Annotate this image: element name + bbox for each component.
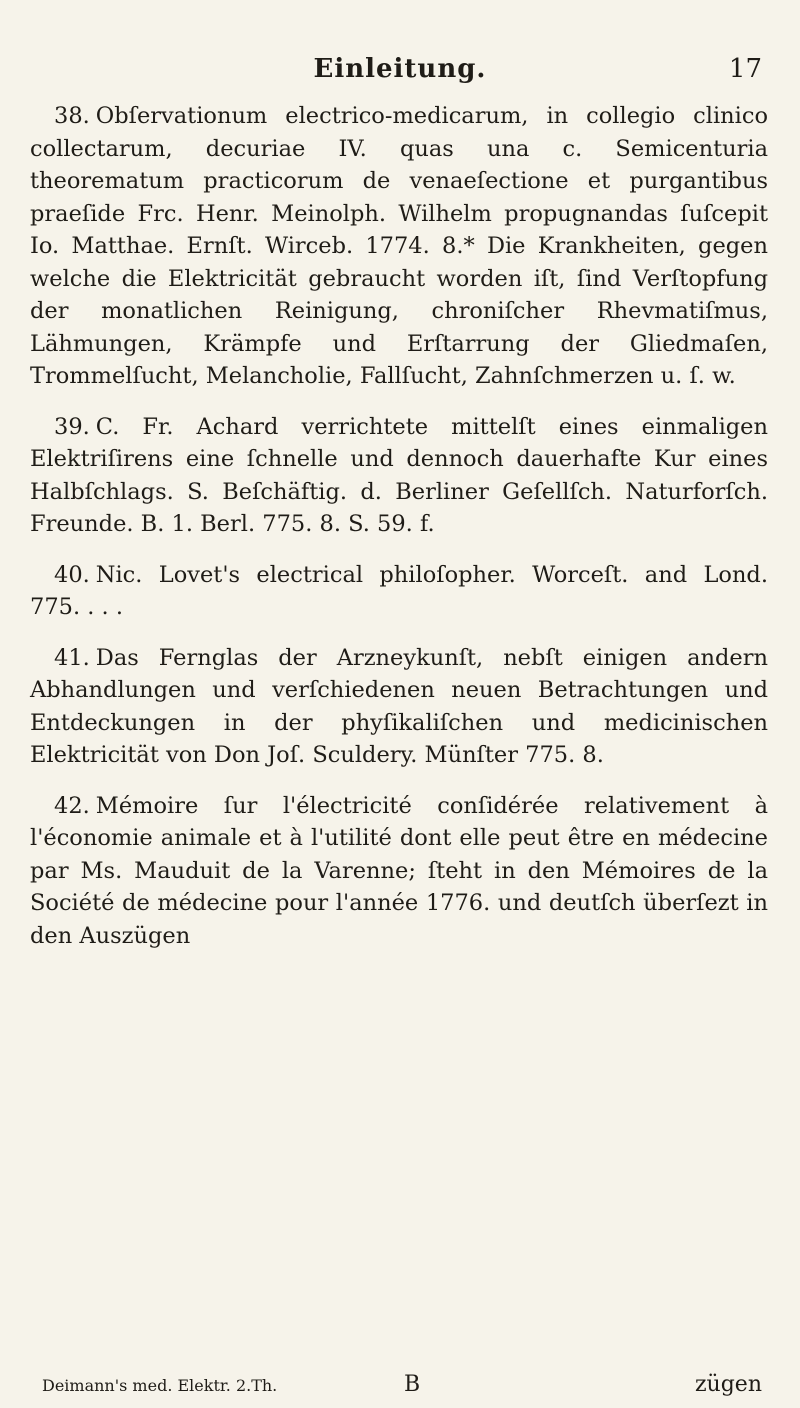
printer-signature-line: Deimann's med. Elektr. 2.Th. xyxy=(42,1376,278,1395)
page-header xyxy=(0,50,800,90)
page-footer xyxy=(42,1372,762,1402)
bibliography-entry-41 xyxy=(30,642,768,772)
entry-number: 42. xyxy=(54,792,90,819)
running-title: Einleitung. xyxy=(313,54,487,84)
signature-mark: B xyxy=(404,1372,421,1397)
bibliography-entry-42 xyxy=(30,790,768,953)
entry-text: Obſervationum electrico-medicarum, in collegio clinico collectarum, decuriae IV. quas una c. Semicenturia theorematum practicorum de venaeſectione et purgantibus praeſide Frc. Henr. Meinolph. Wilhelm propugnandas ſuſcepit Io. Matthae. Ernſt. Wirceb. 1774. 8.* Die Krankheiten, gegen welche die Elektricität gebraucht worden iſt, ſind Verſtopfung der monatlichen Reinigung, chroniſcher Rhevmatiſmus, Lähmungen, Krämpfe und Erſtarrung der Gliedmaſen, Trommelſucht, Melancholie, Fallſucht, Zahnſchmerzen u. ſ. w. xyxy=(30,103,768,389)
entry-text: C. Fr. Achard verrichtete mittelſt eines einmaligen Elektriſirens eine ſchnelle und dennoch dauerhafte Kur eines Halbſchlags. S. Beſchäftig. d. Berliner Geſellſch. Naturforſch. Freunde. B. 1. Berl. 775. 8. S. 59. f. xyxy=(30,413,768,537)
entry-number: 38. xyxy=(54,103,90,129)
entry-number: 41. xyxy=(54,644,90,671)
entry-number: 40. xyxy=(54,561,90,588)
entry-text: Mémoire ſur l'électricité conſidérée relativement à l'économie animale et à l'utilité dont elle peut être en médecine par Ms. Mauduit de la Varenne; ſteht in den Mémoires de la Société de médecine pour l'année 1776. und deutſch überſezt in den Auszügen xyxy=(30,792,768,949)
entry-text: Das Fernglas der Arzneykunſt, nebſt einigen andern Abhandlungen und verſchiedenen neuen Betrachtungen und Entdeckungen in der phyſikaliſchen und medicinischen Elektricität von Don Joſ. Sculdery. Münſter 775. 8. xyxy=(30,644,768,768)
bibliography-entries xyxy=(30,100,768,952)
page-number: 17 xyxy=(728,54,762,84)
entry-number: 39. xyxy=(54,413,90,440)
bibliography-entry-40 xyxy=(30,559,768,624)
catchword: zügen xyxy=(694,1372,762,1397)
bibliography-entry-39 xyxy=(30,411,768,541)
entry-text: Nic. Lovet's electrical philoſopher. Worceſt. and Lond. 775. . . . xyxy=(30,561,768,620)
bibliography-entry-38 xyxy=(30,100,768,393)
